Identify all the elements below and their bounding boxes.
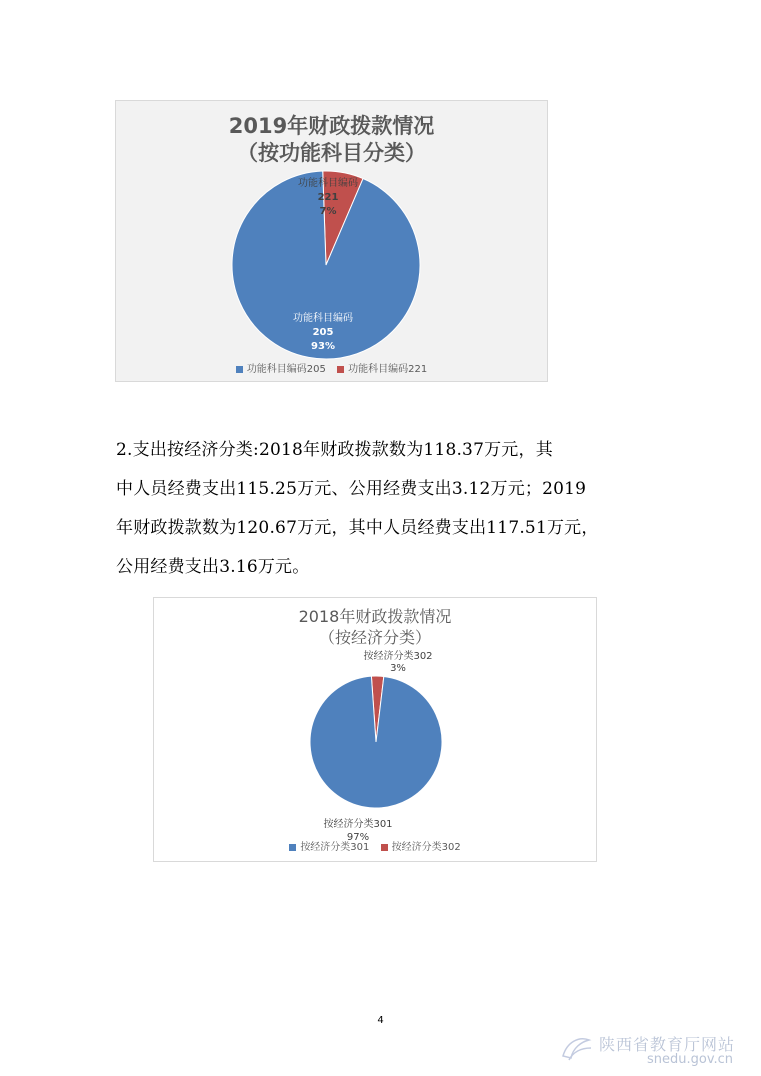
slice-label-percent: 97% [346, 832, 370, 843]
watermark-logo-icon [559, 1034, 593, 1064]
chart-2019-by-function [115, 100, 548, 382]
legend-label: 按经济分类301 [300, 842, 370, 853]
legend-swatch [381, 844, 388, 851]
legend-label: 功能科目编码221 [348, 364, 428, 375]
slice-label-percent: 7% [319, 206, 337, 217]
chart-title-line1: 2018年财政拨款情况 [298, 607, 452, 626]
slice-label-percent: 93% [311, 341, 335, 352]
page-number: 4 [377, 1015, 384, 1026]
slice-label-code: 221 [317, 192, 339, 203]
legend-item [337, 360, 427, 375]
slice-label-code: 205 [312, 327, 334, 338]
legend-item [289, 838, 369, 853]
slice-label-name: 功能科目编码 [298, 178, 358, 189]
pie-chart-svg [154, 598, 598, 863]
paragraph-line: 中人员经费支出115.25万元、公用经费支出3.12万元；2019 [116, 479, 587, 499]
legend-item [381, 838, 461, 853]
legend-swatch [337, 366, 344, 373]
legend-swatch [236, 366, 243, 373]
slice-label-name: 按经济分类301 [323, 819, 393, 830]
chart-2018-by-economic [153, 597, 597, 862]
chart-title-line2: （按功能科目分类） [237, 141, 426, 165]
chart-legend [154, 838, 596, 853]
watermark [559, 1030, 749, 1070]
paragraph-line: 年财政拨款数为120.67万元，其中人员经费支出117.51万元， [116, 518, 599, 538]
slice-label-name: 功能科目编码 [293, 313, 353, 324]
paragraph-line: 2.支出按经济分类:2018年财政拨款数为118.37万元，其 [116, 440, 553, 460]
legend-label: 功能科目编码205 [246, 364, 326, 375]
slice-label-name: 按经济分类302 [363, 651, 433, 662]
watermark-url: snedu.gov.cn [647, 1052, 734, 1067]
chart-legend [116, 360, 547, 375]
legend-label: 按经济分类302 [391, 842, 461, 853]
chart-title-line1: 2019年财政拨款情况 [228, 114, 435, 138]
chart-title-line2: （按经济分类） [318, 628, 431, 647]
slice-label-percent: 3% [390, 663, 406, 674]
legend-swatch [289, 844, 296, 851]
pie-chart-svg [116, 101, 549, 383]
watermark-title: 陕西省教育厅网站 [599, 1035, 736, 1054]
paragraph-line: 公用经费支出3.16万元。 [116, 557, 310, 577]
legend-item [236, 360, 326, 375]
